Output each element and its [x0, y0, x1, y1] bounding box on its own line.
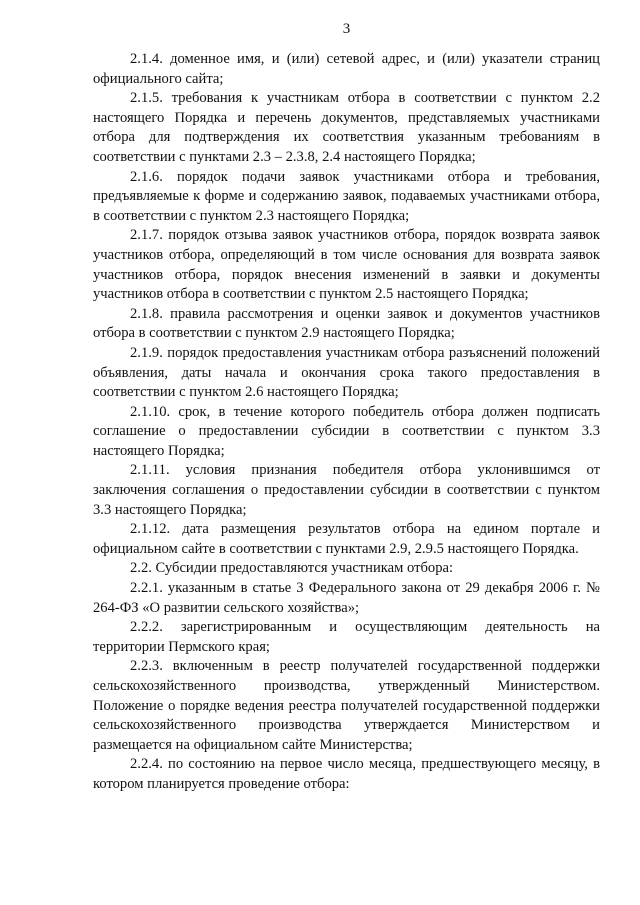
paragraph-2-2: 2.2. Субсидии предоставляются участникам отбора:: [130, 560, 454, 577]
paragraph-2-1-11: 2.1.11. условия признания победителя отбора уклонившимся от заключения соглашения о предоставлении субсидии в соответствии с пунктом 3.3 настоящего Порядка;: [93, 462, 600, 518]
paragraph-2-1-7: 2.1.7. порядок отзыва заявок участников отбора, порядок возврата заявок участников отбора, определяющий в том числе основания для возврата заявок участников отбора, порядок внесения изменений в заявки и документы участников отбора в соответствии с пунктом 2.5 настоящего Порядка;: [93, 227, 600, 303]
paragraph-2-2-2: 2.2.2. зарегистрированным и осуществляющим деятельность на территории Пермского края;: [93, 619, 600, 655]
paragraph-2-1-9: 2.1.9. порядок предоставления участникам отбора разъяснений положений объявления, даты начала и окончания срока такого предоставления в соответствии с пунктом 2.6 настоящего Порядка;: [93, 344, 600, 401]
paragraph-2-1-10: 2.1.10. срок, в течение которого победитель отбора должен подписать соглашение о предоставлении субсидии в соответствии с пунктом 3.3 настоящего Порядка;: [93, 403, 600, 459]
page-number: 3: [342, 21, 351, 37]
paragraph-2-1-6: 2.1.6. порядок подачи заявок участниками отбора и требования, предъявляемые к форме и содержанию заявок, подаваемых участниками отбора, в соответствии с пунктом 2.3 настоящего Порядка;: [93, 168, 600, 224]
paragraph-2-1-5: 2.1.5. требования к участникам отбора в соответствии с пунктом 2.2 настоящего Порядка и перечень документов, представляемых участниками отбора для подтверждения их соответствия указанным требованиям в соответствии с пунктами 2.3 – 2.3.8, 2.4 настоящего Порядка;: [93, 90, 600, 165]
paragraph-2-2-4: 2.2.4. по состоянию на первое число месяца, предшествующего месяцу, в котором планируется проведение отбора:: [93, 756, 600, 792]
paragraph-2-2-1: 2.2.1. указанным в статье 3 Федерального закона от 29 декабря 2006 г. № 264-ФЗ «О развитии сельского хозяйства»;: [93, 580, 600, 616]
paragraph-2-1-12: 2.1.12. дата размещения результатов отбора на едином портале и официальном сайте в соответствии с пунктами 2.9, 2.9.5 настоящего Порядка.: [93, 521, 600, 557]
paragraph-2-1-4: 2.1.4. доменное имя, и (или) сетевой адрес, и (или) указатели страниц официального сайта;: [93, 51, 600, 87]
paragraph-2-2-3: 2.2.3. включенным в реестр получателей государственной поддержки сельскохозяйственного производства, утвержденный Министерством. Положение о порядке ведения реестра получателей государственной поддержки сельскохозяйственного производства утверждается Министерством и размещается на официальном сайте Министерства;: [93, 658, 600, 753]
paragraph-2-1-8: 2.1.8. правила рассмотрения и оценки заявок и документов участников отбора в соответствии с пунктом 2.9 настоящего Порядка;: [93, 305, 600, 342]
